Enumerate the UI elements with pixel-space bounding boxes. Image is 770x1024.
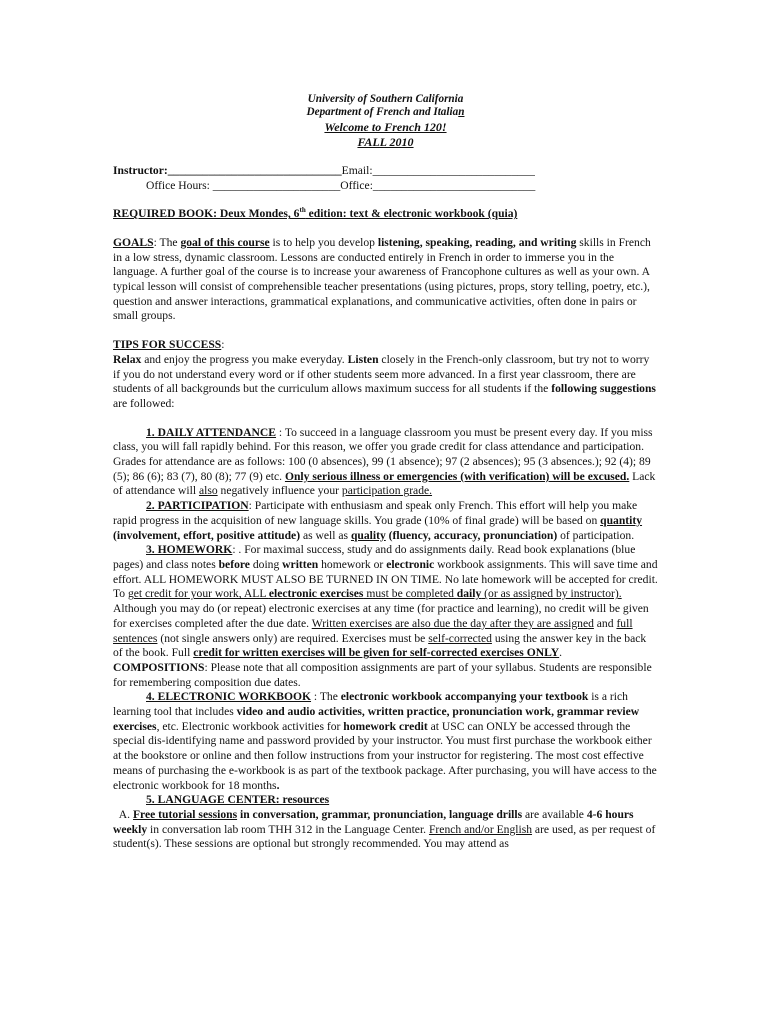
tips-heading: TIPS FOR SUCCESS: [113,338,225,352]
homework-section: 3. HOMEWORK: . For maximal success, study and do assignments daily. Read book explanations (blue pages) and class notes before doing written homework or electronic workbook assignments. This will save time and effort. ALL HOMEWORK MUST ALSO BE TURNED IN ON TIME. No late homework will be accepted for credit. To get credit for your work, ALL electronic exercises must be completed daily (or as assigned by instructor). Although you may do (or repeat) electronic exercises at any time (for practice and learning), no credit will be given for exercises completed after the due date. Written exercises are also due the day after they are assigned and full sentences (not single answers only) are required. Exercises must be self-corrected using the answer key in the back of the book. Full credit for written exercises will be given for self-corrected exercises ONLY. [113,543,658,660]
instructor-label: Instructor: [113,163,168,177]
goals-label: GOALS [113,235,154,249]
office-label: Office: [340,178,373,192]
participation-heading: 2. PARTICIPATION [146,499,249,513]
language-center-heading-line [113,793,658,808]
homework-heading: 3. HOMEWORK [146,543,233,557]
email-blank: ____________________________ [372,163,535,177]
document-header [113,93,658,150]
office-blank: ____________________________ [372,178,536,192]
attendance-heading: 1. DAILY ATTENDANCE [146,425,277,439]
workbook-heading: 4. ELECTRONIC WORKBOOK [146,690,312,704]
office-hours-blank: ______________________ [212,178,341,192]
compositions-paragraph: COMPOSITIONS: Please note that all composition assignments are part of your syllabus. Students are responsible for remembering composition due dates. [113,660,652,689]
term-title: FALL 2010 [357,134,414,149]
compositions-label: COMPOSITIONS [113,660,205,674]
attendance-section: 1. DAILY ATTENDANCE : To succeed in a language classroom you must be present every day. If you miss class, you will fall rapidly behind. For this reason, we offer you grade credit for class attendance and participation. Grades for attendance are as follows: 100 (0 absences), 99 (1 absence); 97 (2 absences); 95 (3 absences.); 92 (4); 89 (5); 86 (6); 83 (7), 80 (8); 77 (9) etc. Only serious illness or emergencies (with verification) will be excused. Lack of attendance will also negatively influence your participation grade. [113,425,656,498]
university-name: University of Southern California [307,93,464,105]
email-label: Email: [341,163,373,177]
syllabus-content [113,93,658,852]
goals-paragraph: GOALS: The goal of this course is to help you develop listening, speaking, reading, and writing skills in French in a low stress, dynamic classroom. Lessons are conducted entirely in French in order to immerse you in the language. A further goal of the course is to increase your awareness of Francophone cultures as well as your own. A typical lesson will consist of comprehensible teacher presentations (using pictures, props, story telling, poetry, etc.), question and answer interactions, grammatical explanations, and communicative activities, often done in pairs or small groups. [113,235,651,323]
instructor-line [113,164,658,179]
required-book: REQUIRED BOOK: Deux Mondes, 6th edition: text & electronic workbook (quia) [113,206,518,221]
office-hours-label: Office Hours: [146,178,210,192]
instructor-blank: ______________________________ [167,163,342,177]
language-center-paragraph: A. Free tutorial sessions in conversation, grammar, pronunciation, language drills are available 4-6 hours weekly in conversation lab room THH 312 in the Language Center. French and/or English are used, as per request of student(s). These sessions are optional but strongly recommended. You may attend as [113,807,656,851]
language-center-heading: 5. LANGUAGE CENTER: resources [146,793,330,807]
welcome-title: Welcome to French 120! [324,119,447,134]
tips-paragraph: Relax and enjoy the progress you make everyday. Listen closely in the French-only classroom, but try not to worry if you do not understand every word or if other students seem more advanced. In a first year classroom, there are students of all backgrounds but the curriculum allows maximum success for all students if the following suggestions are followed: [113,352,656,410]
participation-section: 2. PARTICIPATION: Participate with enthusiasm and speak only French. This effort will help you make rapid progress in the acquisition of new language skills. You grade (10% of final grade) will be based on quantity (involvement, effort, positive attitude) as well as quality (fluency, accuracy, pronunciation) of participation. [113,499,643,542]
office-hours-line [113,179,658,194]
workbook-section: 4. ELECTRONIC WORKBOOK : The electronic workbook accompanying your textbook is a rich learning tool that includes video and audio activities, written practice, pronunciation work, grammar review exercises, etc. Electronic workbook activities for homework credit at USC can ONLY be accessed through the special dis-identifying name and password provided by your instructor. You must first purchase the workbook either at the bookstore or online and then follow instructions from your instructor for registering. The most cost effective means of purchasing the e-workbook is as part of the textbook package. After purchasing, you will have access to the electronic workbook for 18 months. [113,690,657,792]
department-name: Department of French and Italian [306,106,465,119]
